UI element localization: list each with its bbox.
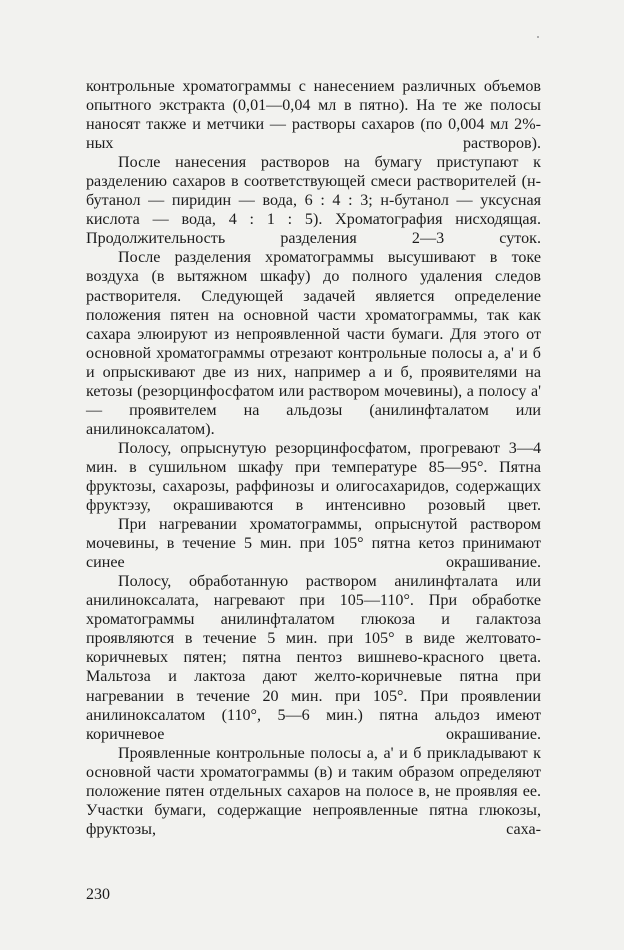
paragraph-5: При нагревании хроматограммы, опрыснутой раствором мочевины, в течение 5 мин. при 105° пятна кетоз принимают синее окрашивание. [86, 516, 541, 572]
paragraph-6: Полосу, обработанную раствором анилинфталата или анилиноксалата, нагревают при 105—110°. При обработке хроматограммы анилинфталатом глюкоза и галактоза проявляются в течение 5 мин. при 105° в виде желтовато-коричневых пятен; пятна пентоз вишнево-красного цвета. Мальтоза и лактоза дают желто-коричневые пятна при нагревании в течение 20 мин. при 105°. При проявлении анилиноксалатом (110°, 5—6 мин.) пятна альдоз имеют коричневое окрашивание. [86, 573, 541, 743]
paragraph-1: контрольные хроматограммы с нанесением различных объемов опытного экстракта (0,01—0,04 мл в пятно). На те же полосы наносят также и метчики — растворы сахаров (по 0,004 мл 2%-ных растворов). [86, 78, 541, 153]
page-body [86, 77, 541, 839]
paragraph-3: После разделения хроматограммы высушивают в токе воздуха (в вытяжном шкафу) до полного удаления следов растворителя. Следующей задачей является определение положения пятен на основной части хроматограммы, так как сахара элюируют из непроявленной части бумаги. Для этого от основной хроматограммы отрезают контрольные полосы а, а' и б и опрыскивают две из них, например а и б, проявителями на кетозы (резорцинфосфатом или раствором мочевины), а полосу а' — проявителем на альдозы (анилинфталатом или анилиноксалатом). [86, 249, 541, 438]
page-number: 230 [86, 886, 110, 903]
paragraph-2: После нанесения растворов на бумагу приступают к разделению сахаров в соответствующей смеси растворителей (н-бутанол — пиридин — вода, 6 : 4 : 3; н-бутанол — уксусная кислота — вода, 4 : 1 : 5). Хроматография нисходящая. Продолжительность разделения 2—3 суток. [86, 154, 541, 248]
paragraph-4: Полосу, опрыснутую резорцинфосфатом, прогревают 3—4 мин. в сушильном шкафу при температуре 85—95°. Пятна фруктозы, сахарозы, раффинозы и олигосахаридов, содержащих фруктэзу, окрашиваются в интенсивно розовый цвет. [86, 439, 541, 515]
ink-speck [537, 36, 539, 38]
paragraph-7: Проявленные контрольные полосы а, а' и б прикладывают к основной части хроматограммы (в) и таким образом определяют положение пятен отдельных сахаров на полосе в, не проявляя ее. Участки бумаги, содержащие непроявленные пятна глюкозы, фруктозы, саха- [86, 744, 541, 838]
